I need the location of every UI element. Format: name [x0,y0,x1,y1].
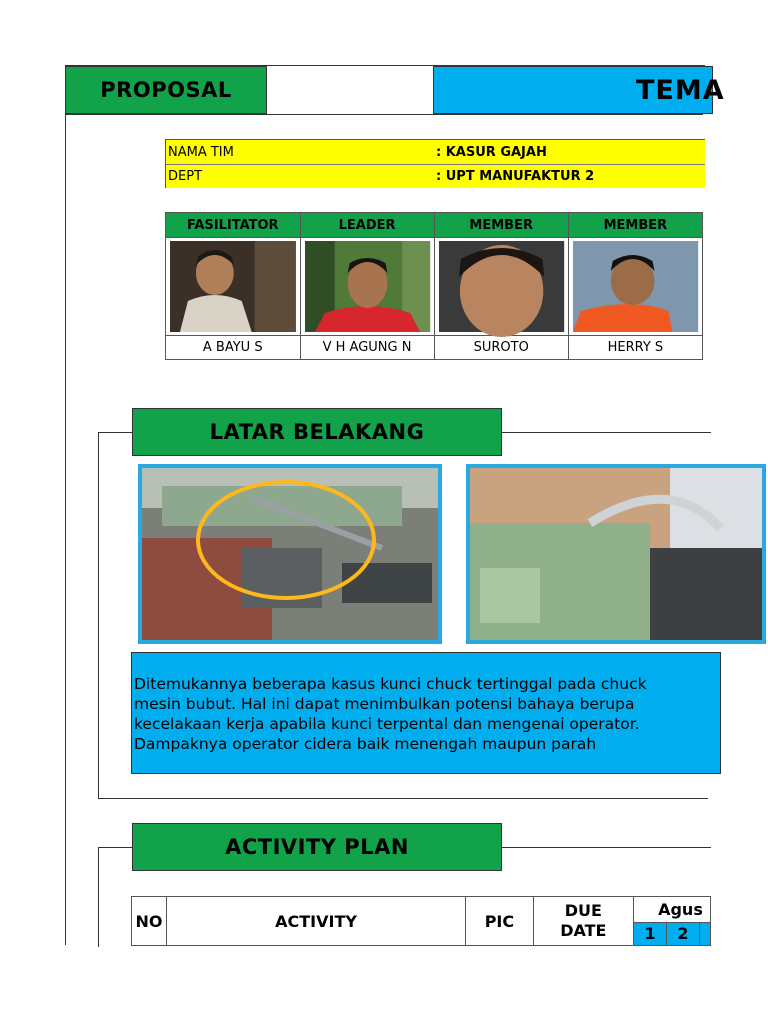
role-member-2: MEMBER [568,213,702,238]
photo-cell-member-1 [434,238,568,336]
activity-title [132,823,502,871]
name-fasilitator: A BAYU S [166,336,301,360]
latar-frame-top [98,432,132,433]
col-pic: PIC [466,897,533,946]
proposal-label [65,66,267,114]
latar-image-2 [466,464,766,644]
latar-image-1 [138,464,442,644]
col-activity: ACTIVITY [166,897,465,946]
activity-frame-top-right [501,847,711,848]
photo-member-2 [573,241,698,332]
title-banner [433,66,725,114]
activity-table [131,896,711,946]
latar-title-text: LATAR BELAKANG [209,420,425,444]
frame-left-line [65,65,66,945]
desc-line-3: kecelakaan kerja apabila kunci terpental dan mengenai operator. [134,715,640,733]
latar-frame-top-right [501,432,711,433]
week-3 [699,922,710,945]
role-member-1: MEMBER [434,213,568,238]
photo-cell-fasilitator [166,238,301,336]
week-1: 1 [634,922,667,945]
team-name-label: NAMA TIM [168,144,234,160]
role-fasilitator: FASILITATOR [166,213,301,238]
activity-title-text: ACTIVITY PLAN [225,835,409,859]
latar-title [132,408,502,456]
team-table [165,212,703,360]
header-bottom-line [65,114,703,115]
desc-line-2: mesin bubut. Hal ini dapat menimbulkan potensi bahaya berupa [134,695,635,713]
desc-line-1: Ditemukannya beberapa kasus kunci chuck tertinggal pada chuck [134,675,647,693]
col-due-date [533,897,634,946]
team-name-value: : KASUR GAJAH [436,144,547,160]
activity-frame-top [98,847,132,848]
col-due-date-text: DUE DATE [560,901,607,940]
week-2: 2 [667,922,700,945]
dept-row [166,165,705,188]
team-name-row [166,140,705,165]
role-leader: LEADER [300,213,434,238]
dept-label: DEPT [168,169,203,184]
activity-frame-left [98,847,99,947]
col-month: Agus [634,897,711,923]
photo-fasilitator [170,241,296,332]
col-no: NO [132,897,167,946]
name-member-2: HERRY S [568,336,702,360]
photo-cell-leader [300,238,434,336]
photo-cell-member-2 [568,238,702,336]
desc-line-4: Dampaknya operator cidera baik menengah maupun parah [134,735,597,753]
dept-value: : UPT MANUFAKTUR 2 [436,169,595,184]
photo-member-1 [439,241,564,332]
name-leader: V H AGUNG N [300,336,434,360]
team-info [165,139,705,188]
latar-description [131,652,721,774]
name-member-1: SUROTO [434,336,568,360]
photo-leader [305,241,430,332]
proposal-text: PROPOSAL [100,78,232,102]
title-text: TEMA [636,75,725,106]
